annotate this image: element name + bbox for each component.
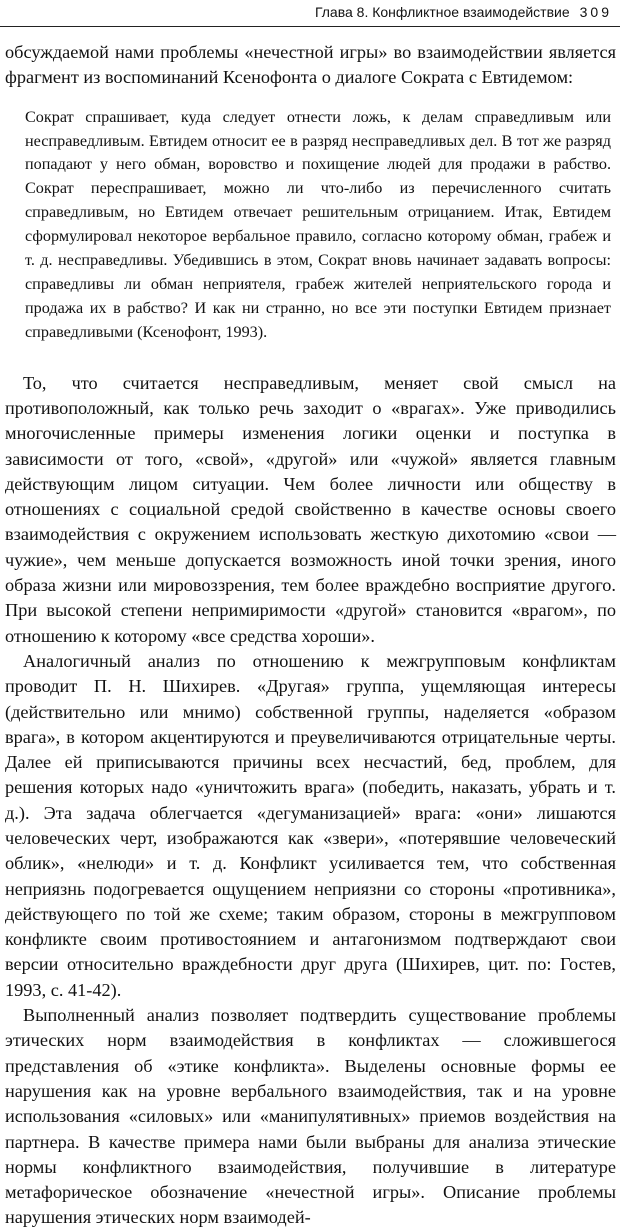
block-quote: Сократ спрашивает, куда следует отнести ложь, к делам справедливым или несправедливым. Евтидем относит ее в разряд несправедливых дел. В тот же разряд попадают у него обман, воровство и похищение людей для продажи в рабство. Сократ переспрашивает, можно ли что-либо из перечисленного считать справедливым, но Евтидем отвечает решительным отрицанием. Итак, Евтидем сформулировал некоторое вербальное правило, согласно которому обман, грабеж и т. д. несправедливы. Убедившись в этом, Сократ вновь начинает задавать вопросы: справедливы ли обман неприятеля, грабеж жителей неприятельского города и продажа их в рабство? И как ни странно, но все эти поступки Евтидем признает справедливыми (Ксенофонт, 1993). bbox=[25, 107, 611, 341]
page-number: 309 bbox=[579, 4, 612, 20]
paragraph: То, что считается несправедливым, меняет свой смысл на противоположный, как только речь заходит о «врагах». Уже приводились многочисленные примеры изменения логики оценки и поступка в зависимости от того, «свой», «другой» или «чужой» является главным действующим лицом ситуации. Чем более личности или обществу в отношениях с социальной средой свойственно в качестве основы своего взаимодействия с окружением использовать жесткую дихотомию «свои — чужие», чем меньше допускается возможность иной точки зрения, иного образа жизни или мировоззрения, тем более враждебно восприятие другого. При высокой степени непримиримости «другой» становится «врагом», по отношению к которому «все средства хороши». bbox=[5, 372, 616, 646]
page-body bbox=[5, 40, 616, 1231]
header-rule bbox=[0, 26, 620, 27]
running-head bbox=[315, 4, 612, 20]
paragraph: Выполненный анализ позволяет подтвердить существование проблемы этических норм взаимодействия в конфликтах — сложившегося представления об «этике конфликта». Выделены основные формы ее нарушения как на уровне вербального взаимодействия, так и на уровне использования «силовых» или «манипулятивных» приемов воздействия на партнера. В качестве примера нами были выбраны для анализа этические нормы конфликтного взаимодействия, получившие в литературе метафорическое обозначение «нечестной игры». Описание проблемы нарушения этических норм взаимодей- bbox=[5, 1005, 616, 1228]
paragraph-continued: обсуждаемой нами проблемы «нечестной игры» во взаимодействии является фрагмент из воспоминаний Ксенофонта о диалоге Сократа с Евтидемом: bbox=[5, 42, 616, 88]
paragraph: Аналогичный анализ по отношению к межгрупповым конфликтам проводит П. Н. Шихирев. «Другая» группа, ущемляющая интересы (действительно или мнимо) собственной группы, наделяется «образом врага», в котором акцентируются и преувеличиваются отрицательные черты. Далее ей приписываются причины всех несчастий, бед, проблем, для решения которых надо «уничтожить врага» (победить, наказать, убрать и т. д.). Эта задача облегчается «дегуманизацией» врага: «они» лишаются человеческих черт, изображаются как «звери», «потерявшие человеческий облик», «нелюди» и т. д. Конфликт усиливается тем, что собственная неприязнь подогревается ощущением неприязни со стороны «противника», действующего по той же схеме; таким образом, стороны в межгрупповом конфликте своим противостоянием и антагонизмом подтверждают свои версии относительно враждебности друг друга (Шихирев, цит. по: Гостев, 1993, с. 41-42). bbox=[5, 650, 616, 1000]
chapter-title: Глава 8. Конфликтное взаимодействие bbox=[314, 4, 570, 20]
